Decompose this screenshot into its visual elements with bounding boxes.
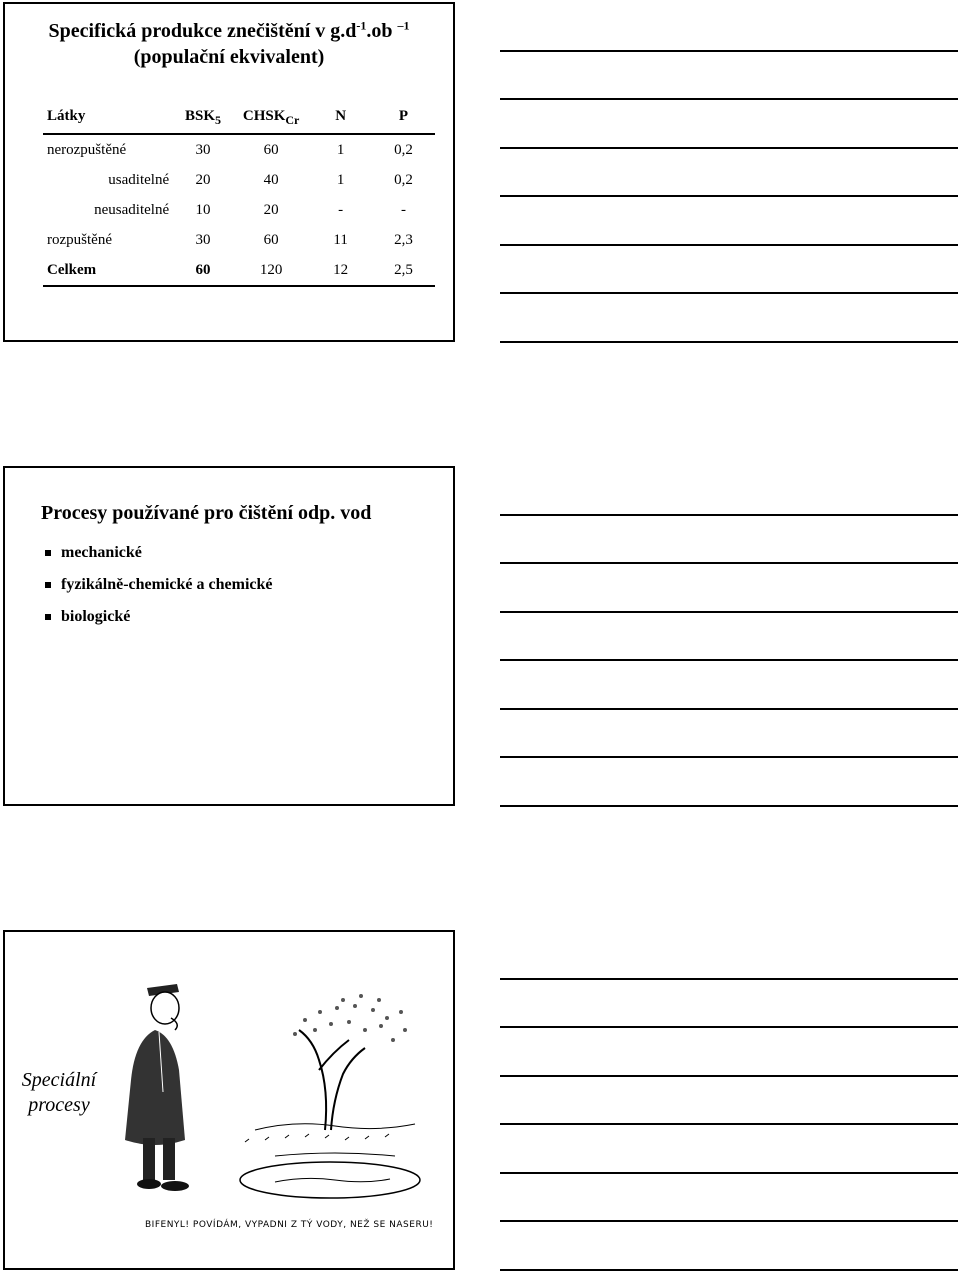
row-label: Celkem bbox=[43, 255, 173, 286]
cell-bsk: 30 bbox=[195, 231, 211, 248]
bullet-list bbox=[45, 542, 273, 638]
note-line bbox=[500, 659, 958, 661]
bullet-square-icon bbox=[45, 582, 51, 588]
cell-n: - bbox=[338, 201, 344, 218]
note-line bbox=[500, 292, 958, 294]
header-p: P bbox=[372, 100, 435, 134]
ground-hatching bbox=[245, 1124, 415, 1156]
cell-p: 2,3 bbox=[394, 231, 413, 248]
note-line bbox=[500, 708, 958, 710]
title-subtitle: (populační ekvivalent) bbox=[133, 46, 325, 68]
note-line bbox=[500, 341, 958, 343]
table-header-row bbox=[43, 100, 435, 134]
row-label: usaditelné bbox=[108, 171, 170, 188]
list-item: mechanické bbox=[45, 542, 273, 574]
header-latky: Látky bbox=[43, 100, 173, 134]
table-row bbox=[43, 225, 435, 255]
title-text: Specifická produkce znečištění v g.d bbox=[48, 20, 357, 42]
slide-processes bbox=[3, 466, 455, 806]
slide-special-processes bbox=[3, 930, 455, 1270]
cell-p: - bbox=[400, 201, 406, 218]
note-line bbox=[500, 611, 958, 613]
note-line bbox=[500, 1172, 958, 1174]
tree bbox=[299, 1030, 365, 1130]
tree-foliage bbox=[293, 994, 407, 1042]
list-item: fyzikálně-chemické a chemické bbox=[45, 574, 273, 606]
title-text-mid: .ob bbox=[366, 20, 393, 42]
header-bsk: $BSK_5$ bbox=[173, 100, 233, 134]
slide-title: Speciální procesy bbox=[21, 1069, 97, 1116]
table-row bbox=[43, 195, 435, 225]
bullet-square-icon bbox=[45, 550, 51, 556]
note-line bbox=[500, 98, 958, 100]
note-line bbox=[500, 1026, 958, 1028]
puddle bbox=[240, 1162, 420, 1198]
cell-bsk: 20 bbox=[195, 171, 211, 188]
table-row bbox=[43, 134, 435, 165]
note-line bbox=[500, 195, 958, 197]
note-line bbox=[500, 244, 958, 246]
note-line bbox=[500, 147, 958, 149]
cell-n: 11 bbox=[333, 231, 348, 248]
row-label: neusaditelné bbox=[94, 201, 170, 218]
cell-chsk: 60 bbox=[263, 141, 279, 158]
note-line bbox=[500, 805, 958, 807]
table-row bbox=[43, 165, 435, 195]
slide-title: Procesy používané pro čištění odp. vod bbox=[41, 502, 372, 524]
header-n: N bbox=[309, 100, 372, 134]
cell-chsk: 120 bbox=[233, 255, 309, 286]
cartoon-caption: BIFENYL! POVÍDÁM, VYPADNI Z TÝ VODY, NEŽ SE NASERU! bbox=[145, 1220, 434, 1230]
cell-chsk: 20 bbox=[263, 201, 279, 218]
slide-pollution-table bbox=[3, 2, 455, 342]
cartoon-illustration bbox=[105, 960, 445, 1260]
cell-p: 0,2 bbox=[394, 171, 413, 188]
cell-bsk: 60 bbox=[173, 255, 233, 286]
cell-p: 2,5 bbox=[372, 255, 435, 286]
cell-n: 12 bbox=[309, 255, 372, 286]
note-line bbox=[500, 756, 958, 758]
row-label: rozpuštěné bbox=[47, 231, 112, 248]
man-figure bbox=[125, 984, 189, 1191]
cell-n: 1 bbox=[336, 171, 345, 188]
cell-chsk: 60 bbox=[263, 231, 279, 248]
cell-chsk: 40 bbox=[263, 171, 279, 188]
title-superscript-2: –1 bbox=[397, 18, 410, 33]
table-row-total bbox=[43, 255, 435, 286]
note-line bbox=[500, 50, 958, 52]
note-line bbox=[500, 514, 958, 516]
cell-bsk: 30 bbox=[195, 141, 211, 158]
note-line bbox=[500, 978, 958, 980]
note-line bbox=[500, 1269, 958, 1271]
cell-bsk: 10 bbox=[195, 201, 211, 218]
note-line bbox=[500, 1220, 958, 1222]
title-superscript-1: -1 bbox=[356, 18, 367, 33]
note-line bbox=[500, 1123, 958, 1125]
header-chsk: $CHSK_{Cr}$ bbox=[233, 100, 309, 134]
cell-p: 0,2 bbox=[394, 141, 413, 158]
cell-n: 1 bbox=[336, 141, 345, 158]
note-line bbox=[500, 1075, 958, 1077]
note-line bbox=[500, 562, 958, 564]
slide-title bbox=[5, 18, 453, 70]
bullet-square-icon bbox=[45, 614, 51, 620]
pollution-table bbox=[43, 100, 435, 287]
row-label: nerozpuštěné bbox=[47, 141, 127, 158]
list-item: biologické bbox=[45, 606, 273, 638]
